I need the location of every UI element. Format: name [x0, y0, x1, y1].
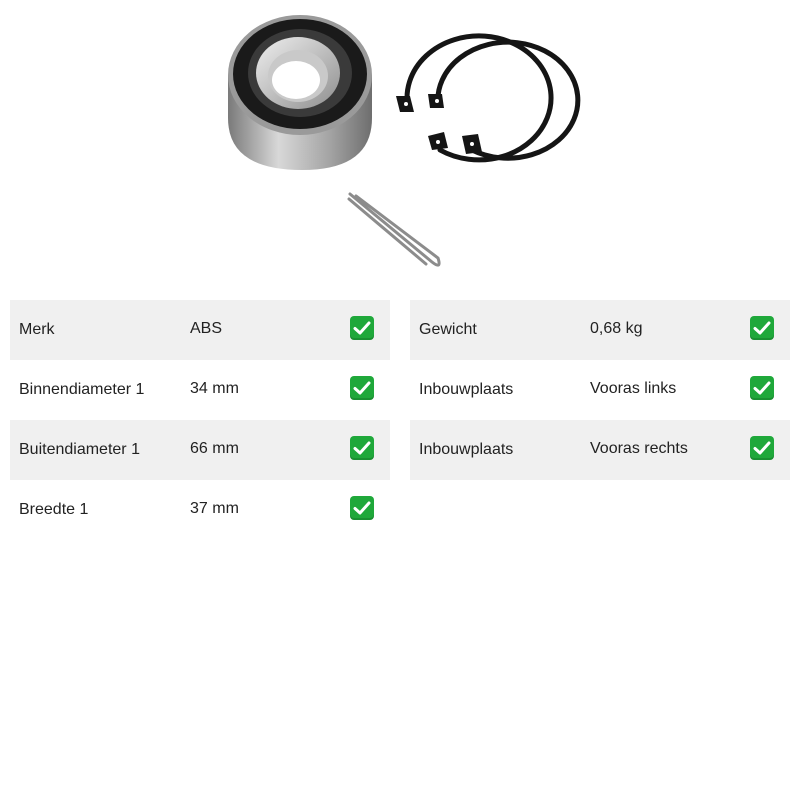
- spec-row: [410, 420, 790, 480]
- spec-value: Vooras rechts: [590, 440, 688, 457]
- spec-label: Inbouwplaats: [419, 381, 514, 398]
- spec-label: Breedte 1: [19, 501, 89, 518]
- check-icon: [350, 376, 374, 400]
- spec-row: [10, 300, 390, 360]
- check-icon: [350, 496, 374, 520]
- spec-row: [10, 480, 390, 540]
- check-icon: [750, 436, 774, 460]
- spec-row: [410, 300, 790, 360]
- spec-value: Vooras links: [590, 380, 677, 397]
- spec-row: [10, 420, 390, 480]
- spec-value: 0,68 kg: [590, 320, 643, 337]
- spec-label: Inbouwplaats: [419, 441, 514, 458]
- spec-label: Merk: [19, 321, 55, 338]
- spec-label: Binnendiameter 1: [19, 381, 145, 398]
- cotter-pin-icon: [349, 194, 439, 265]
- spec-label: Buitendiameter 1: [19, 441, 140, 458]
- product-image: [200, 0, 600, 290]
- check-icon: [750, 316, 774, 340]
- spec-value: 66 mm: [190, 440, 239, 457]
- check-icon: [750, 376, 774, 400]
- specs-table-left: [10, 300, 390, 540]
- bearing-icon: [228, 15, 372, 170]
- wheel-bearing-kit-image: [200, 0, 600, 290]
- check-icon: [350, 316, 374, 340]
- specs-table-right: [410, 300, 790, 480]
- spec-value: ABS: [190, 320, 223, 337]
- spec-row: [10, 360, 390, 420]
- spec-label: Gewicht: [419, 321, 477, 338]
- check-icon: [350, 436, 374, 460]
- spec-value: 37 mm: [190, 500, 239, 517]
- spec-value: 34 mm: [190, 380, 239, 397]
- spec-row: [410, 360, 790, 420]
